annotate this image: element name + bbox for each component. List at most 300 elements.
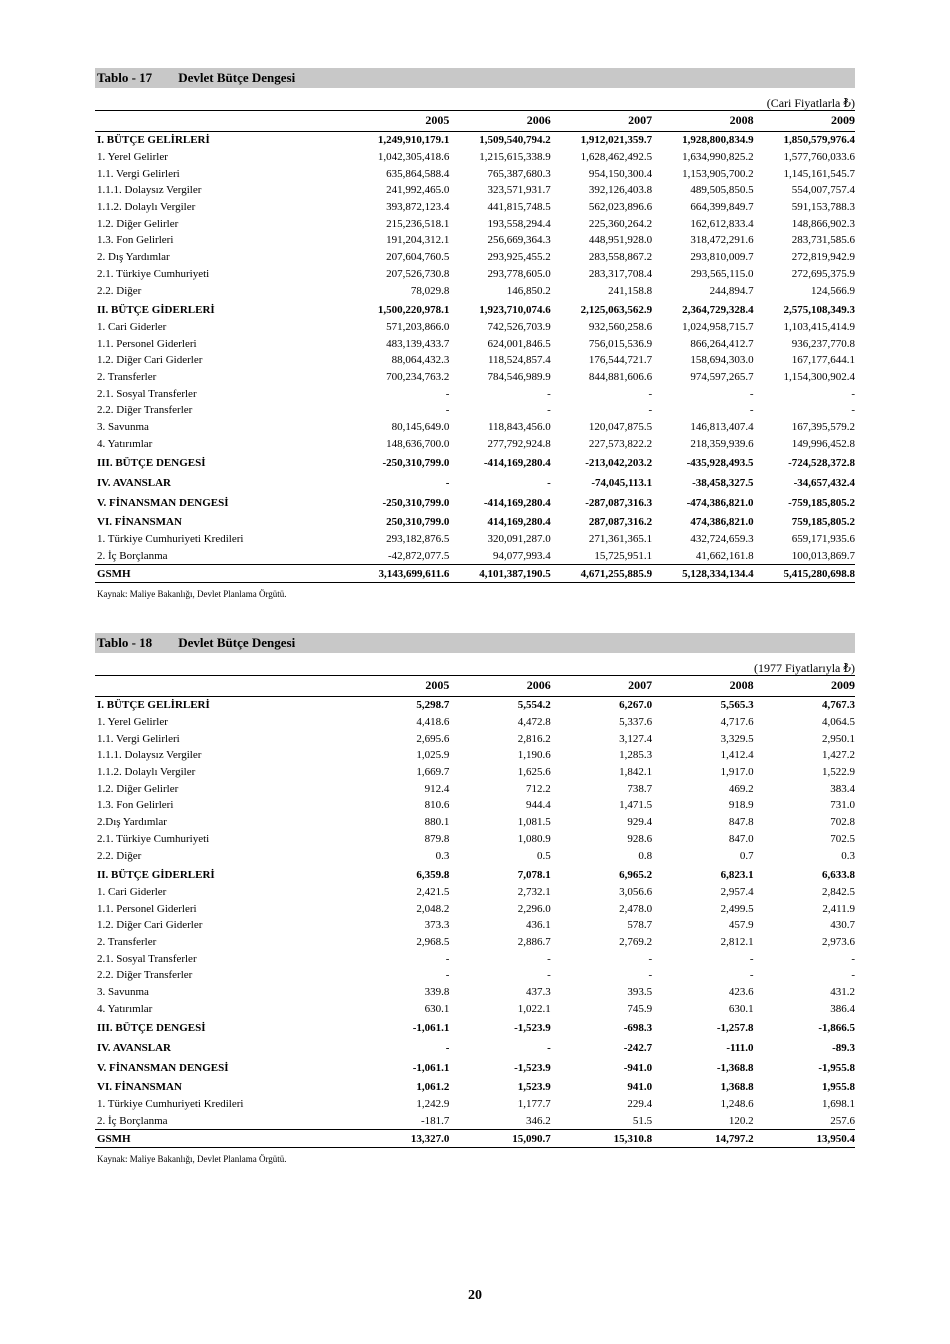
table-18-unit-note: (1977 Fiyatlarıyla ₺) <box>754 661 855 675</box>
row-value: -1,955.8 <box>818 1061 855 1074</box>
year-header: 2006 <box>449 676 550 697</box>
table-row <box>95 884 855 901</box>
row-value: 448,951,928.0 <box>588 234 653 247</box>
row-value: 659,171,935.6 <box>791 533 855 546</box>
table-row <box>95 1000 855 1017</box>
row-value: - <box>851 952 855 965</box>
row-label: 2.2. Diğer Transferler <box>97 404 193 417</box>
row-value: 2,411.9 <box>822 902 855 915</box>
table-18-source: Kaynak: Maliye Bakanlığı, Devlet Planlama Örgütü. <box>97 1153 287 1164</box>
row-value: 0.3 <box>435 849 450 862</box>
row-value: 225,360,264.2 <box>588 217 653 230</box>
row-value: 702.5 <box>830 832 855 845</box>
row-value: 2,769.2 <box>619 935 653 948</box>
row-value: -698.3 <box>623 1022 653 1035</box>
row-value: 554,007,757.4 <box>791 184 855 197</box>
header-blank-cell <box>95 676 348 697</box>
page-number: 20 <box>468 1288 482 1303</box>
row-value: - <box>749 387 754 400</box>
row-value: 78,029.8 <box>410 284 450 297</box>
row-value: -89.3 <box>832 1042 855 1055</box>
row-value: 5,415,280,698.8 <box>754 565 855 583</box>
row-value: 13,327.0 <box>348 1130 449 1148</box>
row-value: 2,886.7 <box>517 935 551 948</box>
row-value: 941.0 <box>627 1081 653 1094</box>
row-label: 1.2. Diğer Gelirler <box>97 782 179 795</box>
table-row <box>95 747 855 764</box>
row-value: 272,819,942.9 <box>791 251 855 264</box>
row-value: 2,842.5 <box>822 885 855 898</box>
row-value: 124,566.9 <box>811 284 855 297</box>
row-value: 1,061.2 <box>416 1081 450 1094</box>
row-label: 2.1. Sosyal Transferler <box>97 952 197 965</box>
table-row <box>95 984 855 1001</box>
table-row <box>95 299 855 319</box>
table-row <box>95 1037 855 1057</box>
table-row <box>95 797 855 814</box>
row-label: 2. İç Borçlanma <box>97 549 168 562</box>
row-label: 2.2. Diğer Transferler <box>97 969 193 982</box>
table-row <box>95 491 855 511</box>
row-label: 3. Savunma <box>97 421 149 434</box>
row-value: - <box>648 387 653 400</box>
row-value: 5,554.2 <box>517 699 551 712</box>
table-row <box>95 847 855 864</box>
row-value: 2,296.0 <box>517 902 551 915</box>
row-value: 2,950.1 <box>822 732 855 745</box>
row-value: 2,957.4 <box>720 885 754 898</box>
row-value: 700,234,763.2 <box>386 370 450 383</box>
row-label: 2.2. Diğer <box>97 284 142 297</box>
row-value: - <box>445 404 450 417</box>
row-value: 4,717.6 <box>720 716 754 729</box>
row-value: 15,090.7 <box>449 1130 550 1148</box>
year-header: 2005 <box>348 111 449 132</box>
row-value: -213,042,203.2 <box>585 457 653 470</box>
row-label: 1.1. Personel Giderleri <box>97 902 197 915</box>
row-value: 1,669.7 <box>416 766 450 779</box>
row-value: 932,560,258.6 <box>588 320 653 333</box>
year-header: 2009 <box>754 676 855 697</box>
table-row <box>95 435 855 452</box>
row-value: -42,872,077.5 <box>387 549 450 562</box>
row-value: 2,732.1 <box>517 885 551 898</box>
row-label: 3. Savunma <box>97 986 149 999</box>
row-value: 293,565,115.0 <box>690 267 754 280</box>
row-value: 759,185,805.2 <box>791 516 855 529</box>
row-value: 283,317,708.4 <box>588 267 653 280</box>
row-value: - <box>547 387 551 400</box>
row-value: 13,950.4 <box>754 1130 855 1148</box>
row-label: 2. Transferler <box>97 935 157 948</box>
row-value: 346.2 <box>526 1114 551 1127</box>
row-value: - <box>445 477 450 490</box>
row-label: II. BÜTÇE GİDERLERİ <box>97 304 215 317</box>
row-value: 1,912,021,359.7 <box>580 134 653 147</box>
row-value: 944.4 <box>526 799 551 812</box>
row-label: 2.1. Türkiye Cumhuriyeti <box>97 267 210 280</box>
row-value: 738.7 <box>627 782 653 795</box>
row-value: 4,064.5 <box>822 716 855 729</box>
row-value: - <box>445 1042 450 1055</box>
table-row <box>95 352 855 369</box>
row-value: - <box>547 404 551 417</box>
table-row <box>95 165 855 182</box>
row-value: 1,368.8 <box>720 1081 754 1094</box>
row-value: 1,025.9 <box>416 749 450 762</box>
row-value: 6,633.8 <box>822 869 855 882</box>
table-row <box>95 1017 855 1037</box>
row-value: 241,992,465.0 <box>386 184 450 197</box>
row-value: -74,045,113.1 <box>591 477 653 490</box>
row-value: 287,087,316.2 <box>588 516 653 529</box>
row-value: -941.0 <box>623 1061 653 1074</box>
row-value: 293,182,876.5 <box>386 533 450 546</box>
row-label: 2. İç Borçlanma <box>97 1114 168 1127</box>
table-17-unit-note: (Cari Fiyatlarla ₺) <box>766 96 855 110</box>
year-header: 2008 <box>652 676 753 697</box>
table-row <box>95 1113 855 1130</box>
table-17-source: Kaynak: Maliye Bakanlığı, Devlet Planlama Örgütü. <box>97 588 287 599</box>
row-value: 929.4 <box>627 816 653 829</box>
row-value: 1,154,300,902.4 <box>783 370 855 383</box>
row-label: 1.1.1. Dolaysız Vergiler <box>97 749 202 762</box>
header-blank-cell <box>95 111 348 132</box>
row-value: 3,127.4 <box>619 732 653 745</box>
table-row <box>95 335 855 352</box>
row-value: 578.7 <box>627 919 653 932</box>
row-value: 2,812.1 <box>720 935 754 948</box>
row-value: - <box>445 969 450 982</box>
row-value: 3,329.5 <box>720 732 754 745</box>
row-label: II. BÜTÇE GİDERLERİ <box>97 869 215 882</box>
row-value: 1,153,905,700.2 <box>682 167 754 180</box>
table-17-body <box>95 132 855 583</box>
row-value: 2,575,108,349.3 <box>783 304 855 317</box>
row-value: 293,925,455.2 <box>487 251 551 264</box>
row-value: 318,472,291.6 <box>690 234 754 247</box>
row-label: IV. AVANSLAR <box>97 1042 171 1055</box>
table-17-title-bar <box>95 68 855 88</box>
row-value: -1,866.5 <box>818 1022 855 1035</box>
row-value: 571,203,866.0 <box>386 320 450 333</box>
table-18-block <box>95 633 855 1164</box>
row-value: 256,669,364.3 <box>487 234 551 247</box>
row-value: - <box>648 969 653 982</box>
row-value: 1,042,305,418.6 <box>377 151 450 164</box>
row-value: 120,047,875.5 <box>588 421 653 434</box>
table-row <box>95 472 855 492</box>
table-row <box>95 917 855 934</box>
row-value: 293,778,605.0 <box>487 267 551 280</box>
row-value: 229.4 <box>627 1098 653 1111</box>
row-value: 1,850,579,976.4 <box>783 134 855 147</box>
row-value: 1,923,710,074.6 <box>479 304 551 317</box>
row-value: 866,264,412.7 <box>690 337 754 350</box>
row-value: 1,928,800,834.9 <box>682 134 754 147</box>
row-value: 320,091,287.0 <box>487 533 551 546</box>
row-value: 3,143,699,611.6 <box>348 565 449 583</box>
row-value: - <box>547 952 551 965</box>
row-value: 4,472.8 <box>517 716 551 729</box>
row-value: 712.2 <box>526 782 551 795</box>
row-value: 5,337.6 <box>619 716 653 729</box>
row-label: 1.2. Diğer Gelirler <box>97 217 179 230</box>
row-label: 1.3. Fon Gelirleri <box>97 234 174 247</box>
table-18-body <box>95 697 855 1148</box>
row-value: - <box>851 404 855 417</box>
row-value: 2,048.2 <box>416 902 450 915</box>
row-value: -1,257.8 <box>716 1022 754 1035</box>
row-label: 4. Yatırımlar <box>97 437 153 450</box>
row-value: -111.0 <box>726 1042 754 1055</box>
row-value: 1,509,540,794.2 <box>479 134 551 147</box>
row-value: 162,612,833.4 <box>690 217 754 230</box>
row-value: 954,150,300.4 <box>588 167 653 180</box>
row-value: - <box>648 952 653 965</box>
row-value: 745.9 <box>627 1002 653 1015</box>
table-row <box>95 452 855 472</box>
row-label: 1.1.1. Dolaysız Vergiler <box>97 184 202 197</box>
row-value: 392,126,403.8 <box>588 184 653 197</box>
row-value: 1,628,462,492.5 <box>580 151 653 164</box>
row-value: 1,242.9 <box>416 1098 450 1111</box>
row-value: - <box>749 952 754 965</box>
table-row <box>95 266 855 283</box>
row-value: 373.3 <box>424 919 450 932</box>
row-value: 928.6 <box>627 832 653 845</box>
row-value: 664,399,849.7 <box>690 201 754 214</box>
row-value: 2,973.6 <box>822 935 855 948</box>
row-value: 4,767.3 <box>822 699 855 712</box>
row-value: 844,881,606.6 <box>588 370 653 383</box>
row-label: 2.2. Diğer <box>97 849 142 862</box>
row-value: -474,386,821.0 <box>686 496 754 509</box>
table-row <box>95 369 855 386</box>
row-value: 167,177,644.1 <box>791 354 855 367</box>
row-value: 1,955.8 <box>822 1081 855 1094</box>
row-value: 227,573,822.2 <box>588 437 653 450</box>
table-row <box>95 900 855 917</box>
row-value: 218,359,939.6 <box>690 437 754 450</box>
row-value: 1,215,615,338.9 <box>479 151 551 164</box>
row-value: -242.7 <box>623 1042 653 1055</box>
table-row <box>95 1056 855 1076</box>
table-row <box>95 831 855 848</box>
table-row <box>95 182 855 199</box>
row-label: IV. AVANSLAR <box>97 477 171 490</box>
table-row <box>95 780 855 797</box>
row-label: 1.1. Vergi Gelirleri <box>97 167 180 180</box>
row-label: 2.Dış Yardımlar <box>97 816 167 829</box>
row-label: 1.1.2. Dolaylı Vergiler <box>97 201 196 214</box>
row-value: 100,013,869.7 <box>791 549 855 562</box>
row-value: 1,103,415,414.9 <box>783 320 855 333</box>
row-value: 918.9 <box>728 799 754 812</box>
row-value: 1,523.9 <box>517 1081 551 1094</box>
row-value: 474,386,821.0 <box>690 516 754 529</box>
row-value: 207,604,760.5 <box>386 251 450 264</box>
row-value: 441,815,748.5 <box>487 201 551 214</box>
row-value: 118,843,456.0 <box>487 421 551 434</box>
row-value: 1,249,910,179.1 <box>377 134 450 147</box>
row-label: 1. Yerel Gelirler <box>97 151 168 164</box>
row-value: 148,636,700.0 <box>386 437 450 450</box>
row-value: 148,866,902.3 <box>791 217 855 230</box>
row-value: 339.8 <box>424 986 450 999</box>
row-value: 283,731,585.6 <box>791 234 855 247</box>
row-value: 88,064,432.3 <box>391 354 450 367</box>
row-value: 1,081.5 <box>517 816 551 829</box>
row-value: 323,571,931.7 <box>487 184 551 197</box>
table-17 <box>95 110 855 583</box>
table-18-number: Tablo - 18 <box>97 635 153 650</box>
table-row <box>95 934 855 951</box>
row-value: 146,813,407.4 <box>690 421 754 434</box>
row-value: 149,996,452.8 <box>791 437 855 450</box>
row-value: 483,139,433.7 <box>386 337 450 350</box>
table-row <box>95 565 855 583</box>
row-value: -1,368.8 <box>716 1061 754 1074</box>
row-value: -414,169,280.4 <box>483 496 551 509</box>
row-value: 4,101,387,190.5 <box>449 565 550 583</box>
row-value: 1,471.5 <box>619 799 653 812</box>
row-value: 241,158.8 <box>608 284 653 297</box>
row-value: 191,204,312.1 <box>386 234 450 247</box>
row-value: 2,816.2 <box>517 732 551 745</box>
row-value: 423.6 <box>728 986 754 999</box>
row-value: 1,145,161,545.7 <box>783 167 855 180</box>
row-value: 51.5 <box>632 1114 653 1127</box>
row-label: 1.2. Diğer Cari Giderler <box>97 919 203 932</box>
row-label: 1. Cari Giderler <box>97 320 167 333</box>
row-value: 393.5 <box>627 986 653 999</box>
table-17-title: Devlet Bütçe Dengesi <box>178 70 296 85</box>
year-header: 2008 <box>652 111 753 132</box>
row-value: 731.0 <box>830 799 855 812</box>
row-label: 1. Türkiye Cumhuriyeti Kredileri <box>97 1098 244 1111</box>
row-label: III. BÜTÇE DENGESİ <box>97 457 206 470</box>
row-value: 193,558,294.4 <box>487 217 551 230</box>
table-row <box>95 511 855 531</box>
year-header: 2007 <box>551 111 652 132</box>
row-value: 784,546,989.9 <box>487 370 551 383</box>
row-value: 257.6 <box>830 1114 855 1127</box>
table-18 <box>95 675 855 1148</box>
row-value: - <box>851 969 855 982</box>
row-value: 271,361,365.1 <box>588 533 653 546</box>
row-value: 250,310,799.0 <box>386 516 450 529</box>
row-value: 1,412.4 <box>720 749 754 762</box>
row-value: 2,125,063,562.9 <box>580 304 653 317</box>
row-value: 702.8 <box>830 816 855 829</box>
row-value: 6,965.2 <box>619 869 653 882</box>
row-value: - <box>547 477 551 490</box>
row-value: 1,427.2 <box>822 749 855 762</box>
row-value: 0.8 <box>638 849 653 862</box>
row-value: 215,236,518.1 <box>386 217 450 230</box>
row-value: 847.0 <box>728 832 754 845</box>
table-row <box>95 249 855 266</box>
row-label: GSMH <box>95 565 348 583</box>
row-value: - <box>445 952 450 965</box>
row-value: 1,842.1 <box>619 766 653 779</box>
row-value: 207,526,730.8 <box>386 267 450 280</box>
row-label: III. BÜTÇE DENGESİ <box>97 1022 206 1035</box>
row-value: -287,087,316.3 <box>585 496 653 509</box>
table-row <box>95 319 855 336</box>
row-value: 1,522.9 <box>822 766 855 779</box>
row-value: 742,526,703.9 <box>487 320 551 333</box>
row-value: 41,662,161.8 <box>695 549 754 562</box>
row-value: 912.4 <box>424 782 450 795</box>
row-value: 4,418.6 <box>416 716 450 729</box>
row-value: -1,061.1 <box>412 1061 450 1074</box>
table-row <box>95 814 855 831</box>
table-row <box>95 282 855 299</box>
row-value: 383.4 <box>830 782 855 795</box>
row-value: - <box>445 387 450 400</box>
year-header: 2007 <box>551 676 652 697</box>
table-row <box>95 199 855 216</box>
row-value: - <box>851 387 855 400</box>
row-value: 430.7 <box>830 919 855 932</box>
table-row <box>95 967 855 984</box>
row-value: 1,577,760,033.6 <box>783 151 855 164</box>
row-value: 5,565.3 <box>720 699 754 712</box>
row-label: VI. FİNANSMAN <box>97 1081 182 1094</box>
row-value: -34,657,432.4 <box>793 477 855 490</box>
row-value: 1,634,990,825.2 <box>682 151 754 164</box>
row-value: 1,177.7 <box>517 1098 551 1111</box>
row-value: - <box>749 404 754 417</box>
row-value: 0.5 <box>537 849 551 862</box>
table-row <box>95 531 855 548</box>
row-value: 635,864,588.4 <box>386 167 450 180</box>
row-value: 436.1 <box>526 919 551 932</box>
row-value: -181.7 <box>420 1114 450 1127</box>
row-label: GSMH <box>95 1130 348 1148</box>
row-value: 756,015,536.9 <box>588 337 653 350</box>
row-value: -759,185,805.2 <box>788 496 855 509</box>
table-17-block <box>95 68 855 599</box>
row-value: 2,364,729,328.4 <box>682 304 754 317</box>
row-label: 1.1. Personel Giderleri <box>97 337 197 350</box>
row-label: 1.3. Fon Gelirleri <box>97 799 174 812</box>
row-value: 974,597,265.7 <box>690 370 754 383</box>
row-value: 118,524,857.4 <box>487 354 551 367</box>
row-value: 810.6 <box>424 799 450 812</box>
table-17-number: Tablo - 17 <box>97 70 153 85</box>
row-value: 1,190.6 <box>517 749 551 762</box>
row-value: 1,285.3 <box>619 749 653 762</box>
row-value: 469.2 <box>728 782 754 795</box>
row-value: 6,359.8 <box>416 869 450 882</box>
row-value: 2,968.5 <box>416 935 450 948</box>
row-value: 167,395,579.2 <box>791 421 855 434</box>
row-value: 431.2 <box>830 986 855 999</box>
row-value: 6,267.0 <box>619 699 653 712</box>
table-row <box>95 132 855 149</box>
row-value: 437.3 <box>526 986 551 999</box>
row-value: 120.2 <box>728 1114 754 1127</box>
row-label: 2.1. Sosyal Transferler <box>97 387 197 400</box>
row-value: 1,024,958,715.7 <box>682 320 754 333</box>
row-value: 94,077,993.4 <box>493 549 551 562</box>
row-value: - <box>547 969 551 982</box>
row-value: 847.8 <box>728 816 754 829</box>
row-value: 293,810,009.7 <box>690 251 754 264</box>
